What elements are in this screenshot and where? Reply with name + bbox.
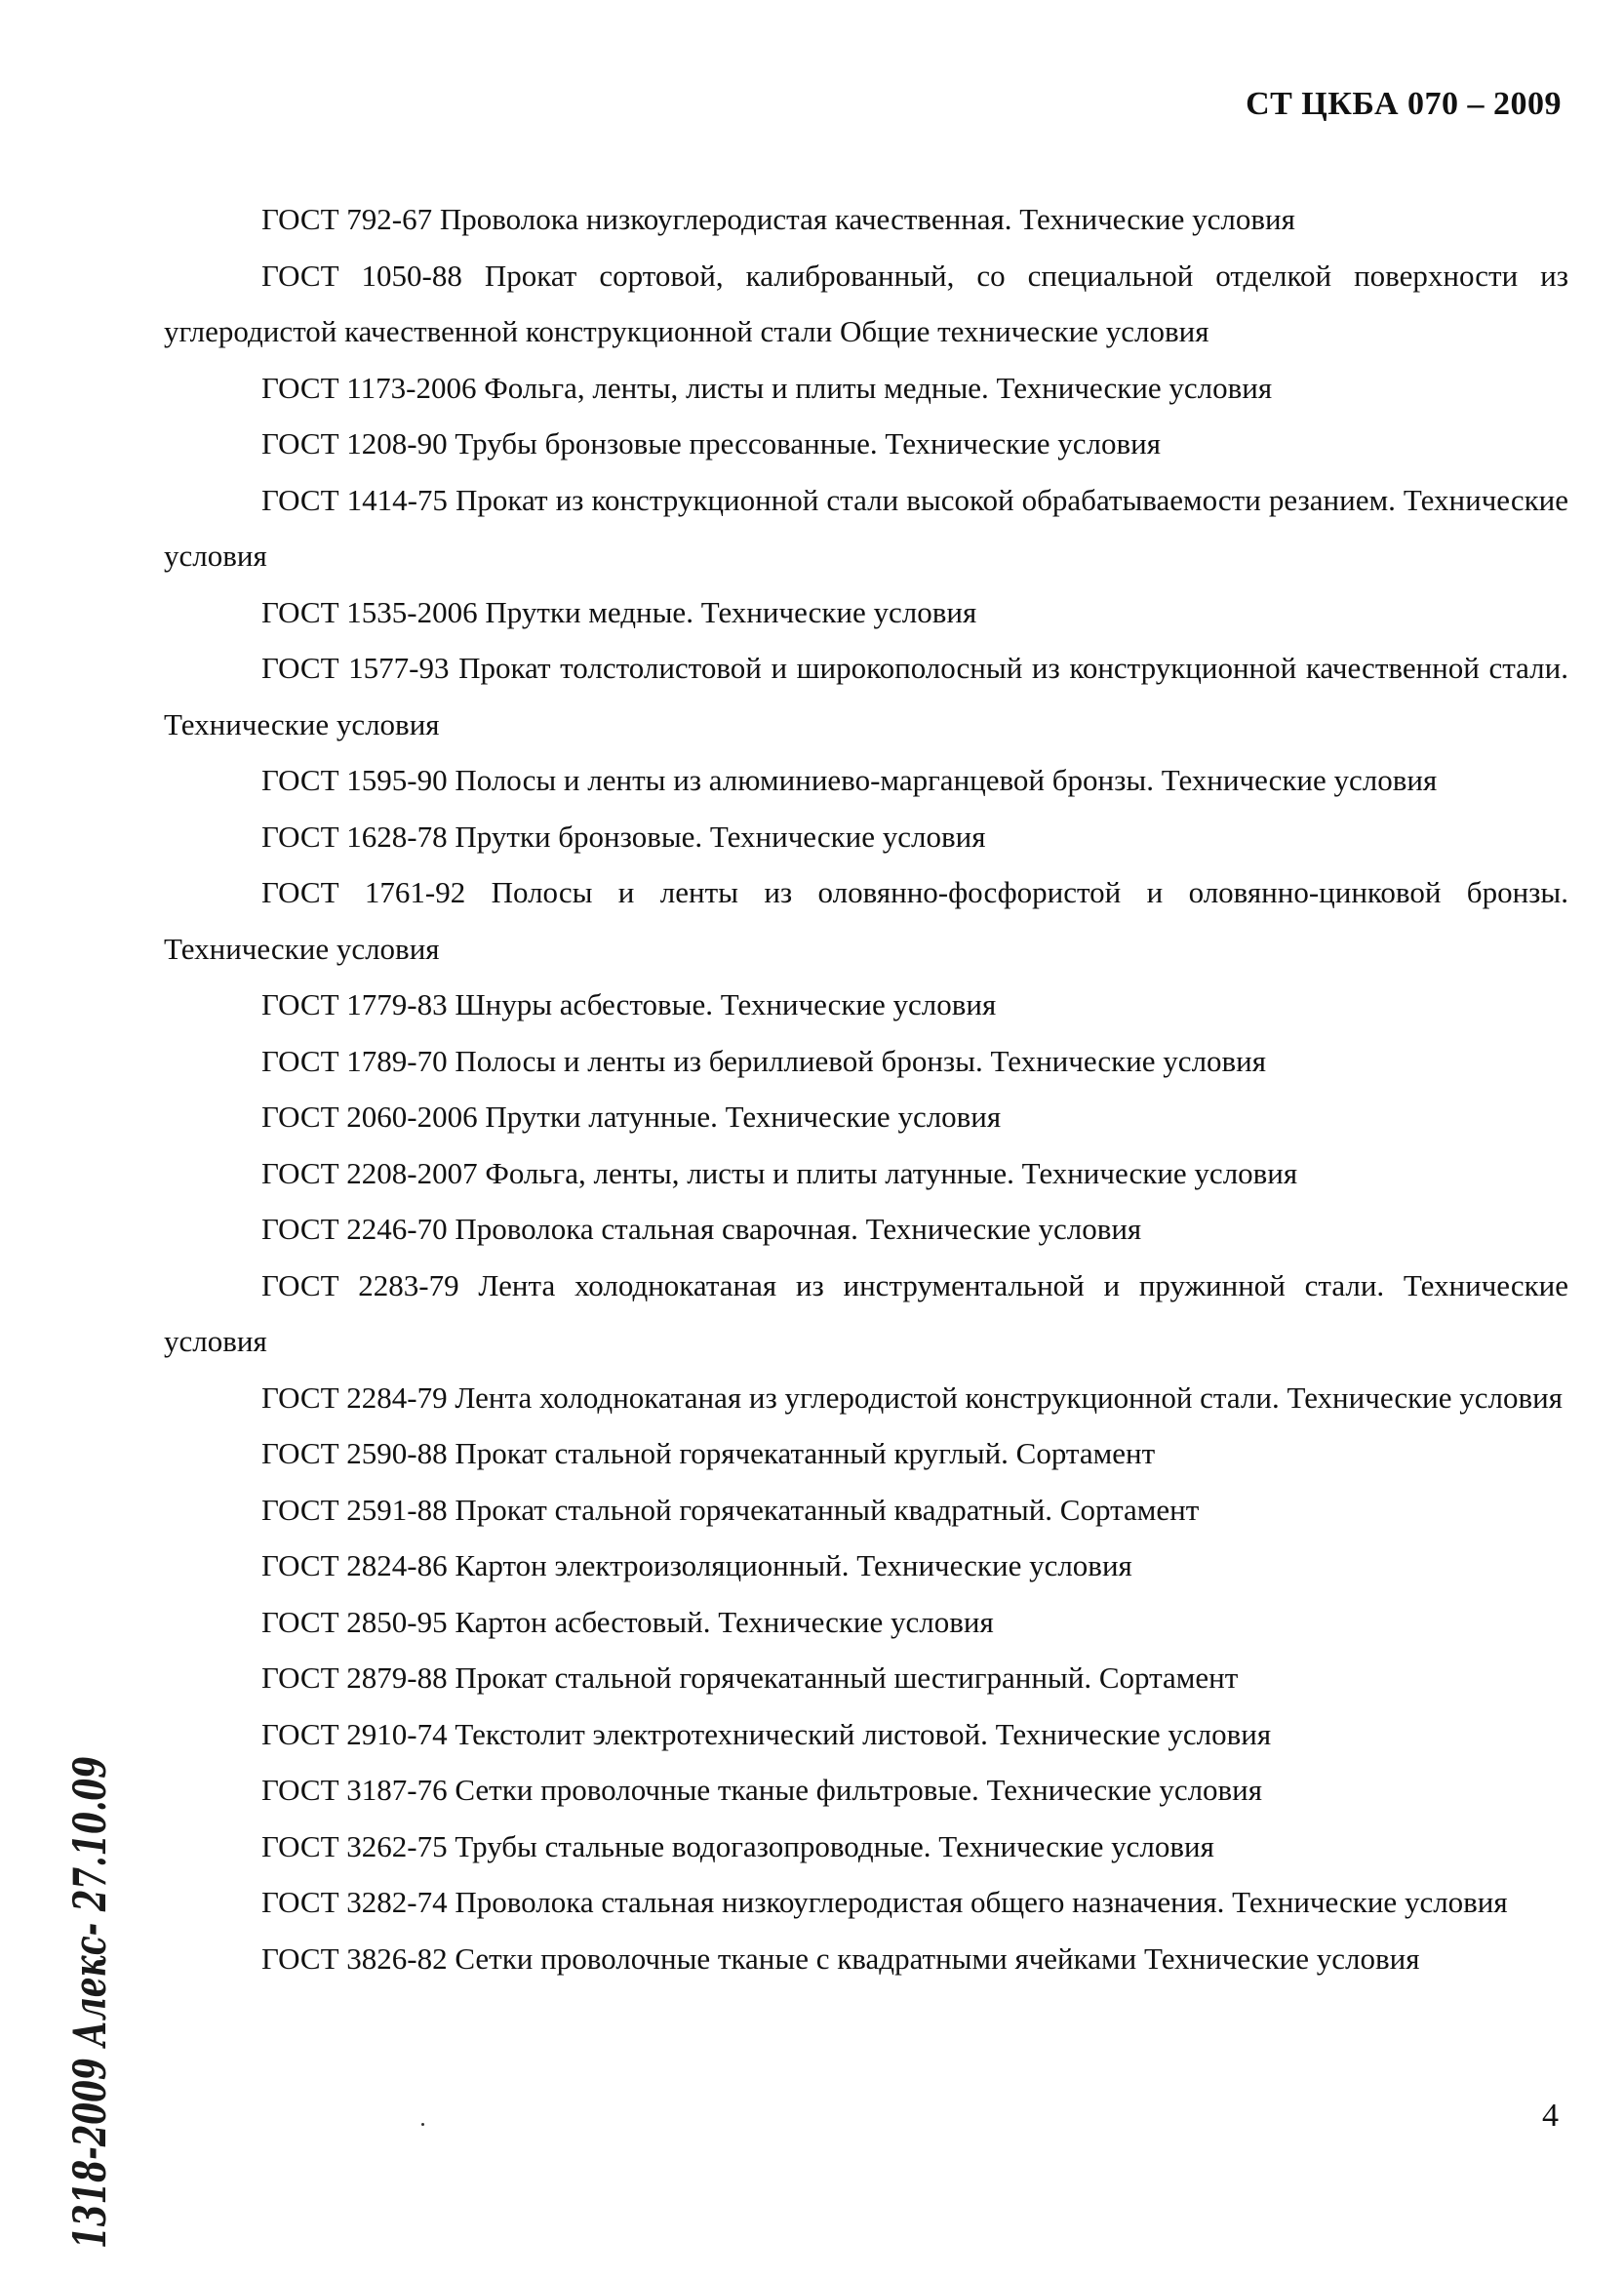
reference-entry: ГОСТ 1595-90 Полосы и ленты из алюминиево-марганцевой бронзы. Технические условия [261,763,1438,797]
reference-entry: ГОСТ 1779-83 Шнуры асбестовые. Технические условия [261,987,997,1021]
reference-entry: ГОСТ 2824-86 Картон электроизоляционный. Технические условия [261,1548,1132,1582]
handwritten-registration-note [29,1556,146,2254]
reference-entry: ГОСТ 1050-88 Прокат сортовой, калиброванный, со специальной отделкой поверхности из углеродистой качественной конструкционной стали Общие технические условия [164,258,1568,348]
reference-entry: ГОСТ 2060-2006 Прутки латунные. Технические условия [261,1100,1002,1134]
reference-entry: ГОСТ 1535-2006 Прутки медные. Технические условия [261,594,977,629]
reference-entry: ГОСТ 3282-74 Проволока стальная низкоуглеродистая общего назначения. Технические условия [261,1885,1508,1919]
reference-entry: ГОСТ 1173-2006 Фольга, ленты, листы и плиты медные. Технические условия [261,370,1273,405]
reference-entry: ГОСТ 2591-88 Прокат стальной горячекатанный квадратный. Сортамент [261,1492,1200,1527]
reference-entry: ГОСТ 1628-78 Прутки бронзовые. Технические условия [261,819,986,854]
reference-entry: ГОСТ 1414-75 Прокат из конструкционной стали высокой обрабатываемости резанием. Технические условия [164,482,1568,573]
reference-entry: ГОСТ 1761-92 Полосы и ленты из оловянно-фосфористой и оловянно-цинковой бронзы. Технические условия [164,875,1568,966]
reference-entry: ГОСТ 3262-75 Трубы стальные водогазопроводные. Технические условия [261,1828,1214,1863]
standard-code-header: СТ ЦКБА 070 – 2009 [1246,86,1562,122]
page-number: 4 [1542,2098,1559,2134]
normative-references-list [164,191,1568,1986]
reference-entry: ГОСТ 1208-90 Трубы бронзовые прессованные. Технические условия [261,426,1161,460]
reference-entry: ГОСТ 3826-82 Сетки проволочные тканые с квадратными ячейками Технические условия [261,1940,1420,1976]
reference-entry: ГОСТ 792-67 Проволока низкоуглеродистая качественная. Технические условия [261,202,1295,236]
reference-entry: ГОСТ 3187-76 Сетки проволочные тканые фильтровые. Технические условия [261,1773,1263,1807]
reference-entry: ГОСТ 2910-74 Текстолит электротехнический листовой. Технические условия [261,1716,1272,1751]
reference-entry: ГОСТ 1577-93 Прокат толстолистовой и широкополосный из конструкционной качественной стали. Технические условия [164,651,1568,741]
reference-entry: ГОСТ 1789-70 Полосы и ленты из бериллиевой бронзы. Технические условия [261,1043,1267,1078]
reference-entry: ГОСТ 2283-79 Лента холоднокатаная из инструментальной и пружинной стали. Технические условия [164,1267,1568,1358]
handwritten-note-graphic [29,1556,146,2254]
reference-entry: ГОСТ 2850-95 Картон асбестовый. Технические условия [261,1604,994,1639]
reference-entry: ГОСТ 2879-88 Прокат стальной горячекатанный шестигранный. Сортамент [261,1660,1239,1695]
reference-entry: ГОСТ 2246-70 Проволока стальная сварочная. Технические условия [261,1212,1142,1246]
scan-speck [421,2123,424,2126]
reference-entry: ГОСТ 2208-2007 Фольга, ленты, листы и плиты латунные. Технические условия [261,1155,1298,1190]
handwritten-note-text: 1318-2009 Алекс- 27.10.09 [63,1556,116,2249]
reference-entry: ГОСТ 2284-79 Лента холоднокатаная из углеродистой конструкционной стали. Технические условия [261,1380,1563,1415]
reference-entry: ГОСТ 2590-88 Прокат стальной горячекатанный круглый. Сортамент [261,1436,1156,1470]
